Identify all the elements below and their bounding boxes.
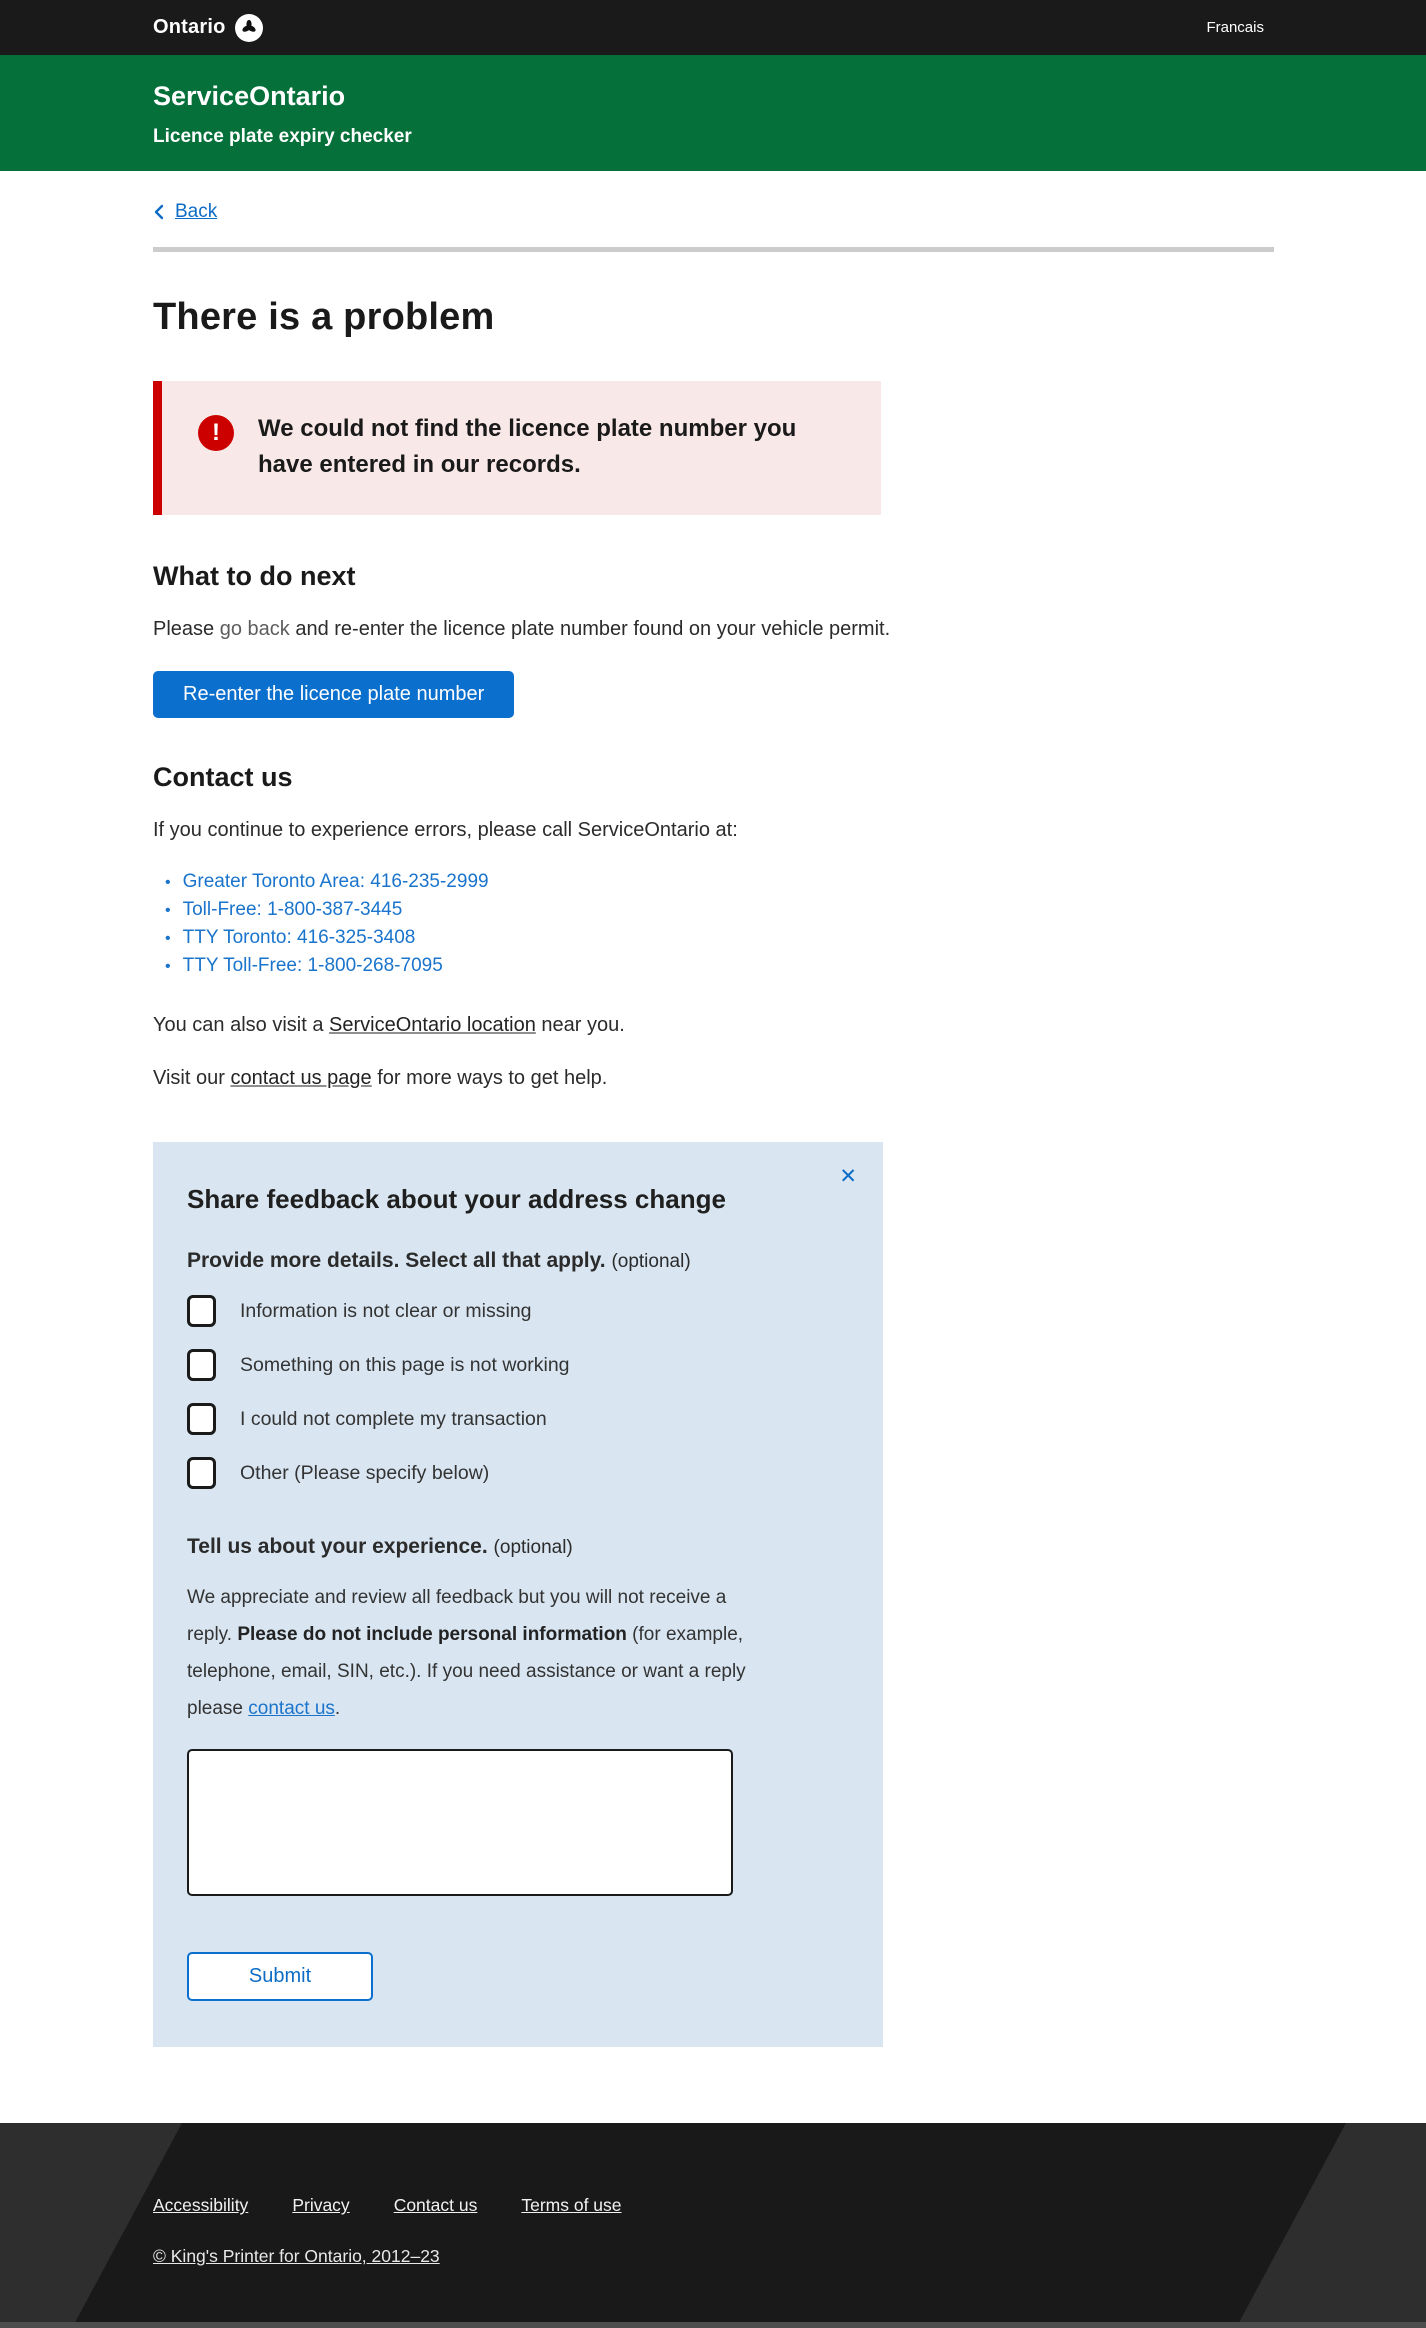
feedback-panel — [153, 1142, 883, 2047]
service-title: ServiceOntario — [153, 81, 346, 111]
back-button[interactable] — [153, 201, 217, 223]
error-icon: ! — [198, 415, 234, 451]
note-examples: (for example, telephone, email, SIN, etc.). If you need assistance or want a reply please — [187, 1624, 746, 1720]
contact-heading: Contact us — [153, 762, 293, 792]
more-text-before: Visit our — [153, 1067, 231, 1089]
checkbox-row-info-missing[interactable] — [187, 1295, 532, 1327]
note-no-personal-info: Please do not include personal information — [237, 1624, 627, 1646]
ontario-logo-text: Ontario — [153, 16, 226, 38]
feedback-title: Share feedback about your address change — [187, 1184, 726, 1214]
feedback-note — [187, 1579, 757, 1727]
checkbox-not-working[interactable] — [187, 1349, 216, 1381]
checkbox-other[interactable] — [187, 1457, 216, 1489]
phone-list — [153, 868, 1273, 980]
reenter-plate-button[interactable]: Re-enter the licence plate number — [153, 671, 514, 718]
bullet-icon: • — [165, 902, 171, 919]
list-item — [153, 868, 1273, 896]
bullet-icon: • — [165, 958, 171, 975]
go-back-link[interactable]: go back — [219, 618, 290, 640]
page-title: There is a problem — [153, 296, 495, 338]
checkbox-label[interactable]: Information is not clear or missing — [240, 1299, 532, 1322]
footer-link-contact-us[interactable]: Contact us — [393, 2195, 478, 2216]
footer-bottom-strip — [0, 2322, 1426, 2328]
checkbox-label[interactable]: Other (Please specify below) — [240, 1461, 490, 1484]
note-end: . — [334, 1698, 341, 1720]
service-location-link[interactable]: ServiceOntario location — [329, 1014, 536, 1036]
contact-us-page-link[interactable]: contact us page — [230, 1067, 372, 1089]
language-toggle-link[interactable]: Francais — [1206, 19, 1264, 36]
top-bar — [0, 0, 1426, 55]
what-next-text-before: Please — [153, 618, 220, 640]
footer-copyright-link[interactable]: © King's Printer for Ontario, 2012–23 — [153, 2246, 440, 2267]
phone-link-tty-tollfree[interactable]: TTY Toll-Free: 1-800-268-7095 — [182, 955, 443, 976]
checkbox-row-not-working[interactable] — [187, 1349, 570, 1381]
list-item — [153, 924, 1273, 952]
section-divider — [153, 247, 1274, 252]
footer-link-accessibility[interactable]: Accessibility — [153, 2195, 249, 2216]
checkbox-row-other[interactable] — [187, 1457, 489, 1489]
phone-link-tty-toronto[interactable]: TTY Toronto: 416-325-3408 — [182, 927, 416, 948]
details-label-bold: Provide more details. Select all that apply. — [187, 1249, 606, 1272]
service-subtitle: Licence plate expiry checker — [153, 126, 412, 147]
note-intro: We appreciate and review all feedback but you will not receive a reply. — [187, 1587, 727, 1646]
main-content — [0, 201, 1426, 2047]
what-next-text — [153, 614, 1273, 645]
what-next-text-after: and re-enter the licence plate number found on your vehicle permit. — [289, 618, 891, 640]
service-header — [0, 55, 1426, 171]
experience-label — [187, 1535, 849, 1559]
contact-intro: If you continue to experience errors, please call ServiceOntario at: — [153, 819, 738, 841]
error-message: We could not find the licence plate number you have entered in our records. — [258, 415, 797, 478]
visit-location-text — [153, 1014, 1273, 1037]
bullet-icon: • — [165, 930, 171, 947]
more-text-after: for more ways to get help. — [371, 1067, 608, 1089]
checkbox-label[interactable]: I could not complete my transaction — [240, 1407, 547, 1430]
back-link-label: Back — [175, 201, 218, 222]
footer-link-privacy[interactable]: Privacy — [292, 2195, 350, 2216]
visit-text-after: near you. — [535, 1014, 625, 1036]
more-help-text — [153, 1067, 1273, 1090]
feedback-details-label — [187, 1249, 849, 1273]
footer-content — [0, 2123, 1426, 2267]
checkbox-row-incomplete-transaction[interactable] — [187, 1403, 547, 1435]
feedback-contact-us-link[interactable]: contact us — [248, 1698, 335, 1720]
submit-button[interactable]: Submit — [187, 1952, 373, 2001]
footer-links — [153, 2195, 1273, 2216]
phone-link-gta[interactable]: Greater Toronto Area: 416-235-2999 — [182, 871, 489, 892]
trillium-icon — [235, 14, 263, 42]
footer-link-terms[interactable]: Terms of use — [521, 2195, 622, 2216]
phone-link-tollfree[interactable]: Toll-Free: 1-800-387-3445 — [182, 899, 403, 920]
chevron-left-icon — [153, 204, 165, 220]
page-footer — [0, 2123, 1426, 2328]
checkbox-incomplete-transaction[interactable] — [187, 1403, 216, 1435]
error-alert — [153, 381, 881, 515]
optional-hint: (optional) — [493, 1537, 573, 1558]
checkbox-label[interactable]: Something on this page is not working — [240, 1353, 570, 1376]
ontario-logo[interactable] — [153, 14, 263, 42]
optional-hint: (optional) — [611, 1251, 691, 1272]
close-icon[interactable]: ✕ — [839, 1165, 857, 1188]
experience-label-bold: Tell us about your experience. — [187, 1535, 488, 1558]
list-item — [153, 952, 1273, 980]
list-item — [153, 896, 1273, 924]
what-next-heading: What to do next — [153, 561, 356, 591]
feedback-textarea[interactable] — [187, 1749, 733, 1896]
visit-text-before: You can also visit a — [153, 1014, 330, 1036]
checkbox-info-missing[interactable] — [187, 1295, 216, 1327]
bullet-icon: • — [165, 874, 171, 891]
